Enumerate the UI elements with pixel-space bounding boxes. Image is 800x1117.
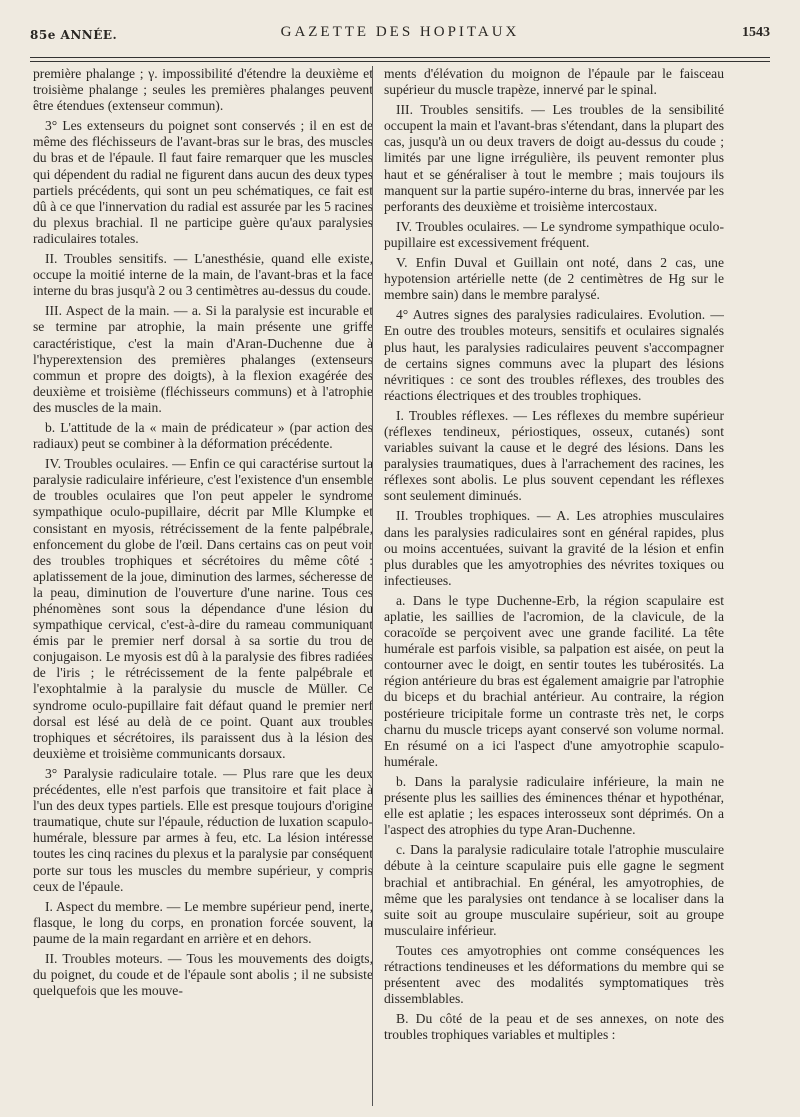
paragraph: ments d'élévation du moignon de l'épaule par le faisceau supérieur du muscle trapèze, innervé par le spinal. xyxy=(384,66,724,98)
paragraph: Toutes ces amyotrophies ont comme conséquences les rétractions tendineuses et les déformations du membre qui se présentent avec des modalités symptomatiques très dissemblables. xyxy=(384,942,724,1007)
header-rule xyxy=(30,57,770,58)
section-heading-paragraph: 4° Autres signes des paralysies radiculaires. Evolution. — En outre des troubles moteurs, sensitifs et oculaires signalés plus haut, les paralysies radiculaires peuvent s'accompagner de certains signes communs avec la plupart des lésions névritiques : ce sont des troubles réflexes, des troubles des réactions électriques et des troubles trophiques. xyxy=(384,307,724,403)
paragraph: III. Troubles sensitifs. — Les troubles de la sensibilité occupent la main et l'avant-bras s'étendant, dans la plupart des cas, jusqu'à un ou deux travers de doigt au-dessus du coude ; limités par une ligne irrégulière, ils peuvent remonter plus haut et se généraliser à tout le membre ; mais toujours ils manquent sur la partie supéro-interne du bras, innervée par les perforants des deuxième et troisième intercostaux. xyxy=(384,102,724,214)
paragraph: b. Dans la paralysie radiculaire inférieure, la main ne présente plus les saillies des éminences thénar et hypothénar, elle est aplatie ; les espaces interosseux sont déprimés. On a l'aspect des atrophies du type Aran-Duchenne. xyxy=(384,773,724,838)
paragraph: V. Enfin Duval et Guillain ont noté, dans 2 cas, une hypotension artérielle nette (de 2 centimètres de Hg sur le membre sain) dans le membre paralysé. xyxy=(384,255,724,303)
paragraph: II. Troubles moteurs. — Tous les mouvements des doigts, du poignet, du coude et de l'épaule sont abolis ; il ne subsiste quelquefois que les mouve- xyxy=(33,950,373,999)
paragraph: I. Aspect du membre. — Le membre supérieur pend, inerte, flasque, le long du corps, en pronation forcée souvent, la paume de la main regardant en arrière et en dehors. xyxy=(33,898,373,946)
year-label: 85e ANNÉE. xyxy=(30,28,118,42)
paragraph: première phalange ; γ. impossibilité d'étendre la deuxième et troisième phalange ; seules les premières phalanges peuvent être étendues (extenseur commun). xyxy=(33,66,373,114)
section-heading-paragraph: 3° Paralysie radiculaire totale. — Plus rare que les deux précédentes, elle n'est parfois que transitoire et fait place à l'un des deux types partiels. Elle est presque toujours d'origine traumatique, chute sur l'épaule, réduction de luxation scapulo-humérale, blessure par armes à feu, etc. La lésion intéresse toutes les cinq racines du plexus et la paralysie par conséquent porte sur tous les muscles du membre supérieur, y compris ceux de l'épaule. xyxy=(33,765,373,894)
paragraph: B. Du côté de la peau et de ses annexes, on note des troubles trophiques variables et multiples : xyxy=(384,1011,724,1043)
paragraph: II. Troubles trophiques. — A. Les atrophies musculaires dans les paralysies radiculaires sont en général rapides, plus ou moins accentuées, suivant la gravité de la lésion et enfin plus durables que les amyotrophies des névrites toxiques ou infectieuses. xyxy=(384,508,724,588)
paragraph: a. Dans le type Duchenne-Erb, la région scapulaire est aplatie, les saillies de l'acromion, de la clavicule, de la coracoïde se perçoivent avec une grande facilité. La tête humérale est parfois visible, sa palpation est aisée, on peut la contourner avec le doigt, en sentir toutes les tubérosités. La région antérieure du bras est également amaigrie par l'atrophie du biceps et du brachial antérieur. Au contraire, la région postérieure tricipitale forme un contraste très net, le corps charnu du muscle triceps ayant conservé son volume normal. En résumé on a ici l'aspect d'une amyotrophie scapulo-humérale. xyxy=(384,592,724,769)
right-column xyxy=(384,66,724,1106)
column-divider xyxy=(372,66,373,1106)
page-number: 1543 xyxy=(742,25,770,40)
page-header xyxy=(30,22,770,52)
paragraph: b. L'attitude de la « main de prédicateur » (par action des radiaux) peut se combiner à la déformation précédente. xyxy=(33,419,373,452)
journal-title: GAZETTE DES HOPITAUX xyxy=(280,24,520,40)
left-column xyxy=(33,66,373,1106)
paragraph: I. Troubles réflexes. — Les réflexes du membre supérieur (réflexes tendineux, périostiques, osseux, cutanés) sont variables suivant la cause et le degré des lésions. Dans les paralysies traumatiques, dues à l'arrachement des racines, les réflexes sont abolis. Le plus souvent cependant les réflexes sont seulement diminués. xyxy=(384,407,724,504)
header-rule-secondary xyxy=(30,61,770,62)
paragraph: 3° Les extenseurs du poignet sont conservés ; il en est de même des fléchisseurs de l'avant-bras sur le bras, des muscles du bras et de l'épaule. Il faut faire remarquer que les muscles qui dépendent du radial ne figurent dans aucun des deux types partiels précédents, qui sont un peu schématiques, ce fait est dû à ce que l'innervation du radial est assurée par les 5 racines du plexus brachial. Il ne participe guère qu'aux paralysies radiculaires totales. xyxy=(33,118,373,246)
paragraph: II. Troubles sensitifs. — L'anesthésie, quand elle existe, occupe la moitié interne de la main, de l'avant-bras et la face interne du bras jusqu'à 2 ou 3 centimètres au-dessus du coude. xyxy=(33,251,373,299)
paragraph: c. Dans la paralysie radiculaire totale l'atrophie musculaire débute à la ceinture scapulaire puis elle gagne le segment brachial et antibrachial. En général, les amyotrophies, de même que les paralysies ont tendance à se localiser dans la suite soit au groupe musculaire supérieur, soit au groupe musculaire inférieur. xyxy=(384,842,724,938)
paragraph: IV. Troubles oculaires. — Enfin ce qui caractérise surtout la paralysie radiculaire inférieure, c'est l'existence d'un ensemble de troubles oculaires que l'on peut appeler le syndrome sympathique oculo-pupillaire, décrit par Mlle Klumpke et consistant en myosis, rétrécissement de la fente palpébrale, enfoncement du globe de l'œil. Dans certains cas on peut voir des troubles trophiques et sécrétoires du même côté : aplatissement de la joue, diminution des larmes, sécheresse de la peau, diminution de l'ouverture d'une narine. Tous ces phénomènes sont sous la dépendance d'une lésion du sympathique cervical, c'est-à-dire du rameau communiquant émis par le premier nerf dorsal à sa sortie du trou de conjugaison. Le myosis est dû à la paralysie des fibres radiées de l'iris ; le rétrécissement de la fente palpébrale et l'exophtalmie à la paralysie du muscle de Müller. Ce syndrome oculo-pupillaire fait défaut quand le premier nerf dorsal est lésé au delà de ce point. Quant aux troubles trophiques et sécrétoires, ils paraissent dus à la lésion des deuxième et troisième communicants dorsaux. xyxy=(33,456,373,761)
paragraph: III. Aspect de la main. — a. Si la paralysie est incurable et se termine par atrophie, la main présente une griffe caractéristique, c'est la main d'Aran-Duchenne due à l'hyperextension des premières phalanges (extenseurs commun et propre des doigts), à la flexion exagérée des deuxième et troisième (fléchisseurs communs) et à l'atrophie des muscles de la main. xyxy=(33,303,373,415)
paragraph: IV. Troubles oculaires. — Le syndrome sympathique oculo-pupillaire est excessivement fréquent. xyxy=(384,218,724,250)
